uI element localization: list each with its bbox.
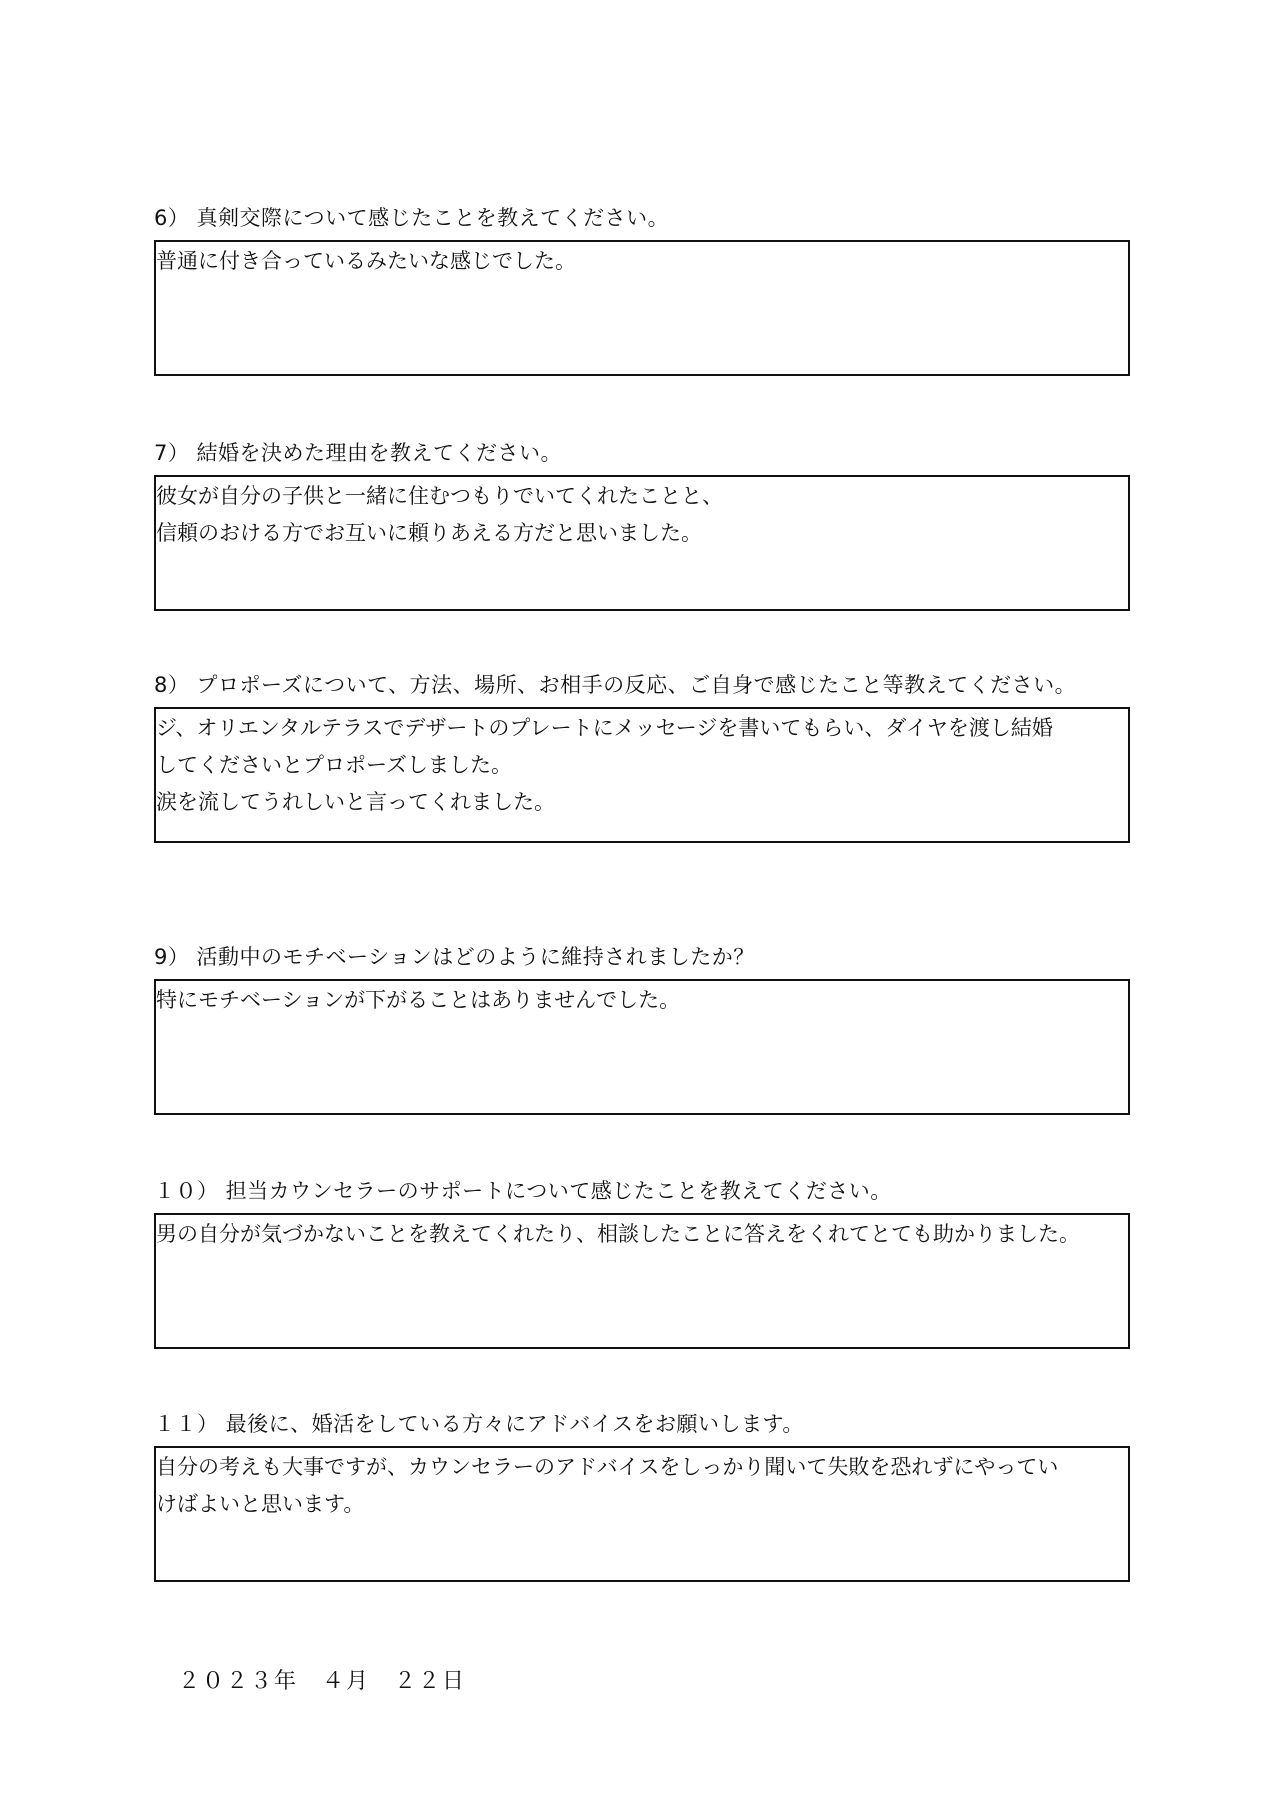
answer-line: 特にモチベーションが下がることはありませんでした。	[156, 988, 681, 1012]
question-label: １１） 最後に、婚活をしている方々にアドバイスをお願いします。	[154, 1412, 804, 1436]
answer-box	[154, 1213, 1130, 1349]
answer-line: けばよいと思います。	[156, 1492, 365, 1516]
answer-line: 普通に付き合っているみたいな感じでした。	[156, 249, 576, 273]
question-label: 8） プロポーズについて、方法、場所、お相手の反応、ご自身で感じたこと等教えてください。	[154, 673, 1077, 697]
answer-text	[156, 477, 1141, 552]
answer-box	[154, 240, 1130, 376]
question-label: １０） 担当カウンセラーのサポートについて感じたことを教えてください。	[154, 1179, 892, 1203]
question-label: 9） 活動中のモチベーションはどのように維持されましたか？	[154, 945, 755, 969]
answer-line: 自分の考えも大事ですが、カウンセラーのアドバイスをしっかり聞いて失敗を恐れずにやってい	[156, 1455, 1059, 1479]
answer-line: 彼女が自分の子供と一緒に住むつもりでいてくれたことと、	[156, 484, 723, 508]
answer-text	[156, 242, 1141, 280]
submission-date: ２０２３年 ４月 ２２日	[178, 1669, 467, 1694]
answer-text	[156, 1215, 1141, 1253]
answer-line: 男の自分が気づかないことを教えてくれたり、相談したことに答えをくれてとても助かりました。	[156, 1222, 1080, 1246]
answer-line: 涙を流してうれしいと言ってくれました。	[156, 790, 555, 814]
answer-text	[156, 709, 1141, 821]
answer-line: してくださいとプロポーズしました。	[156, 753, 512, 777]
answer-line: 信頼のおける方でお互いに頼りあえる方だと思いました。	[156, 521, 702, 545]
question-label: 6） 真剣交際について感じたことを教えてください。	[154, 206, 670, 230]
answer-text	[156, 981, 1141, 1019]
answer-box	[154, 979, 1130, 1115]
answer-box	[154, 475, 1130, 611]
answer-text	[156, 1448, 1141, 1523]
answer-line: ジ、オリエンタルテラスでデザートのプレートにメッセージを書いてもらい、ダイヤを渡し結婚	[156, 716, 1053, 740]
answer-box	[154, 1446, 1130, 1582]
question-label: 7） 結婚を決めた理由を教えてください。	[154, 441, 563, 465]
answer-box	[154, 707, 1130, 843]
